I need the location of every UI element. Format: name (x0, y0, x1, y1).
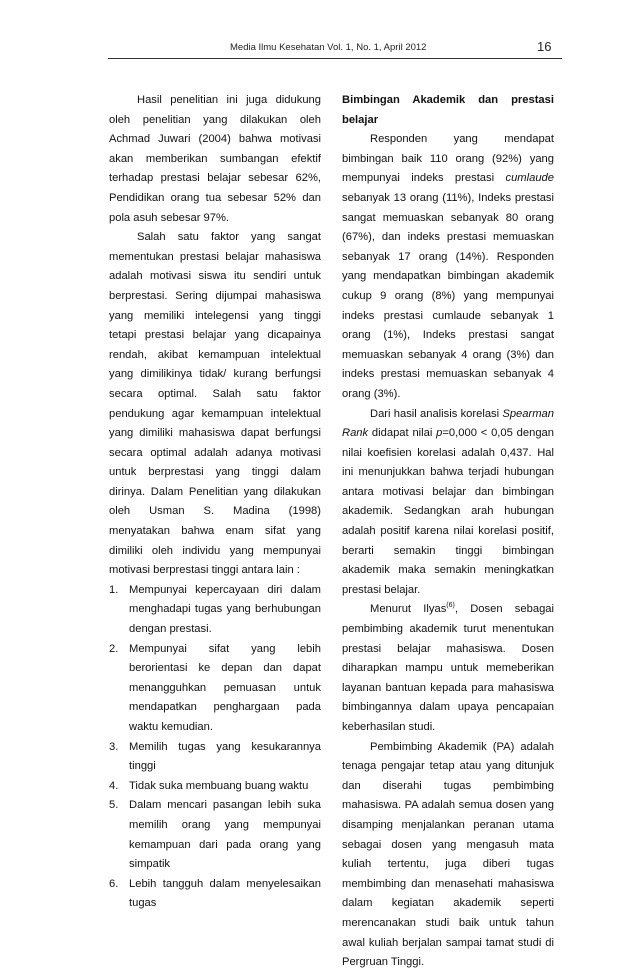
paragraph (342, 600, 554, 737)
paragraph-text: Dari hasil analisis korelasi (370, 407, 503, 420)
list-text: Mempunyai sifat yang lebih berorientasi ke depan dan dapat menangguhkan pemuasan untuk mendapatkan penghargaan pada waktu kemudian. (129, 642, 321, 733)
list-text: Tidak suka membuang buang waktu (129, 779, 309, 792)
list-number: 3. (109, 740, 119, 753)
list-item (109, 640, 321, 738)
section-heading (342, 91, 554, 130)
paragraph-text: Menurut Ilyas (370, 603, 447, 616)
list-item (109, 738, 321, 777)
journal-title: Media Ilmu Kesehatan Vol. 1, No. 1, April 2012 (230, 42, 427, 53)
paragraph-text: didapat nilai (368, 427, 437, 440)
italic-term: p (436, 427, 443, 440)
list-number: 1. (109, 583, 119, 596)
italic-term: Spearman Rank (342, 407, 554, 440)
list-item (109, 777, 321, 797)
page-number: 16 (537, 39, 552, 54)
list-number: 6. (109, 877, 119, 890)
list-number: 2. (109, 642, 119, 655)
list-number: 5. (109, 799, 119, 812)
paragraph (342, 405, 554, 601)
italic-term: cumlaude (505, 172, 554, 185)
left-column (109, 91, 321, 914)
paragraph-text: , Dosen sebagai pembimbing akademik turut menentukan prestasi belajar mahasiswa. Dosen diharapkan mampu untuk memeberikan layanan bantuan kepada para mahasiswa bimbingannya dalam upaya pencapaian keberhasilan studi. (342, 603, 554, 733)
paragraph: Pembimbing Akademik (PA) adalah tenaga pengajar tetap atau yang ditunjuk dan diserahi tugas pembimbing mahasiswa. PA adalah semua dosen yang disamping menjalankan peranan utama sebagai dosen yang mengasuh mata kuliah tertentu, juga diberi tugas membimbing dan menasehati mahasiswa dalam kegiatan akademik seperti merencanakan studi baik untuk tahun awal kuliah berjalan sampai tamat studi di Pergruan Tinggi. (342, 740, 554, 969)
paragraph-text: sebanyak 13 orang (11%), Indeks prestasi sangat memuaskan sebanyak 80 orang (67%), dan indeks prestasi memuaskan sebanyak 17 orang (14%). Responden yang mendapatkan bimbingan akademik cukup 9 orang (8%) yang mempunyai indeks prestasi cumlaude sebanyak 1 orang (1%), Indeks prestasi sangat memuaskan sebanyak 4 orang (3%) dan indeks prestasi memuaskan sebanyak 4 orang (3%). (342, 191, 554, 400)
list-number: 4. (109, 779, 119, 792)
citation-reference: (6) (446, 602, 455, 610)
paragraph (342, 130, 554, 404)
right-column (342, 91, 554, 973)
list-text: Lebih tangguh dalam menyelesaikan tugas (129, 877, 321, 910)
paragraph: Salah satu faktor yang sangat mementukan prestasi belajar mahasiswa adalah motivasi siswa itu sendiri untuk berprestasi. Sering dijumpai mahasiswa yang memiliki intelegensi yang tinggi tetapi prestasi belajar yang dicapainya rendah, akibat kemampuan intelektual yang dimilikinya tidak/ kurang berfungsi secara optimal. Salah satu faktor pendukung agar kemampuan intelektual yang dimiliki mahasiswa dapat berfungsi secara optimal adalah adanya motivasi untuk berprestasi yang tinggi dalam dirinya. Dalam Penelitian yang dilakukan oleh Usman S. Madina (1998) menyatakan bahwa enam sifat yang dimiliki oleh individu yang mempunyai motivasi berprestasi tinggi antara lain : (109, 231, 321, 577)
paragraph-text: =0,000 < 0,05 dengan nilai koefisien korelasi adalah 0,437. Hal ini menunjukkan bahwa terjadi hubungan antara motivasi belajar dan bimbingan akademik. Sedangkan arah hubungan adalah positif karena nilai korelasi positif, berarti semakin tinggi bimbingan akademik maka semakin meningkatkan prestasi belajar. (342, 427, 554, 596)
list-item (109, 796, 321, 874)
motivation-traits-list (109, 581, 321, 914)
section-heading-text: Bimbingan Akademik dan prestasi belajar (342, 94, 554, 126)
list-item (109, 875, 321, 914)
list-text: Memilih tugas yang kesukarannya tinggi (129, 740, 321, 773)
header-divider (108, 58, 562, 59)
list-item (109, 581, 321, 640)
page-header (0, 41, 638, 65)
paragraph-text: Responden yang mendapat bimbingan baik 110 orang (92%) yang mempunyai indeks prestasi (342, 133, 554, 185)
paragraph: Hasil penelitian ini juga didukung oleh penelitian yang dilakukan oleh Achmad Juwari (2004) bahwa motivasi akan memberikan sumbangan efektif terhadap prestasi belajar sebesar 62%, Pendidikan orang tua sebesar 52% dan pola asuh sebesar 97%. (109, 94, 321, 224)
list-text: Mempunyai kepercayaan diri dalam menghadapi tugas yang berhubungan dengan prestasi. (129, 583, 321, 636)
list-text: Dalam mencari pasangan lebih suka memilih orang yang mempunyai kemampuan dari pada orang yang simpatik (129, 799, 321, 871)
